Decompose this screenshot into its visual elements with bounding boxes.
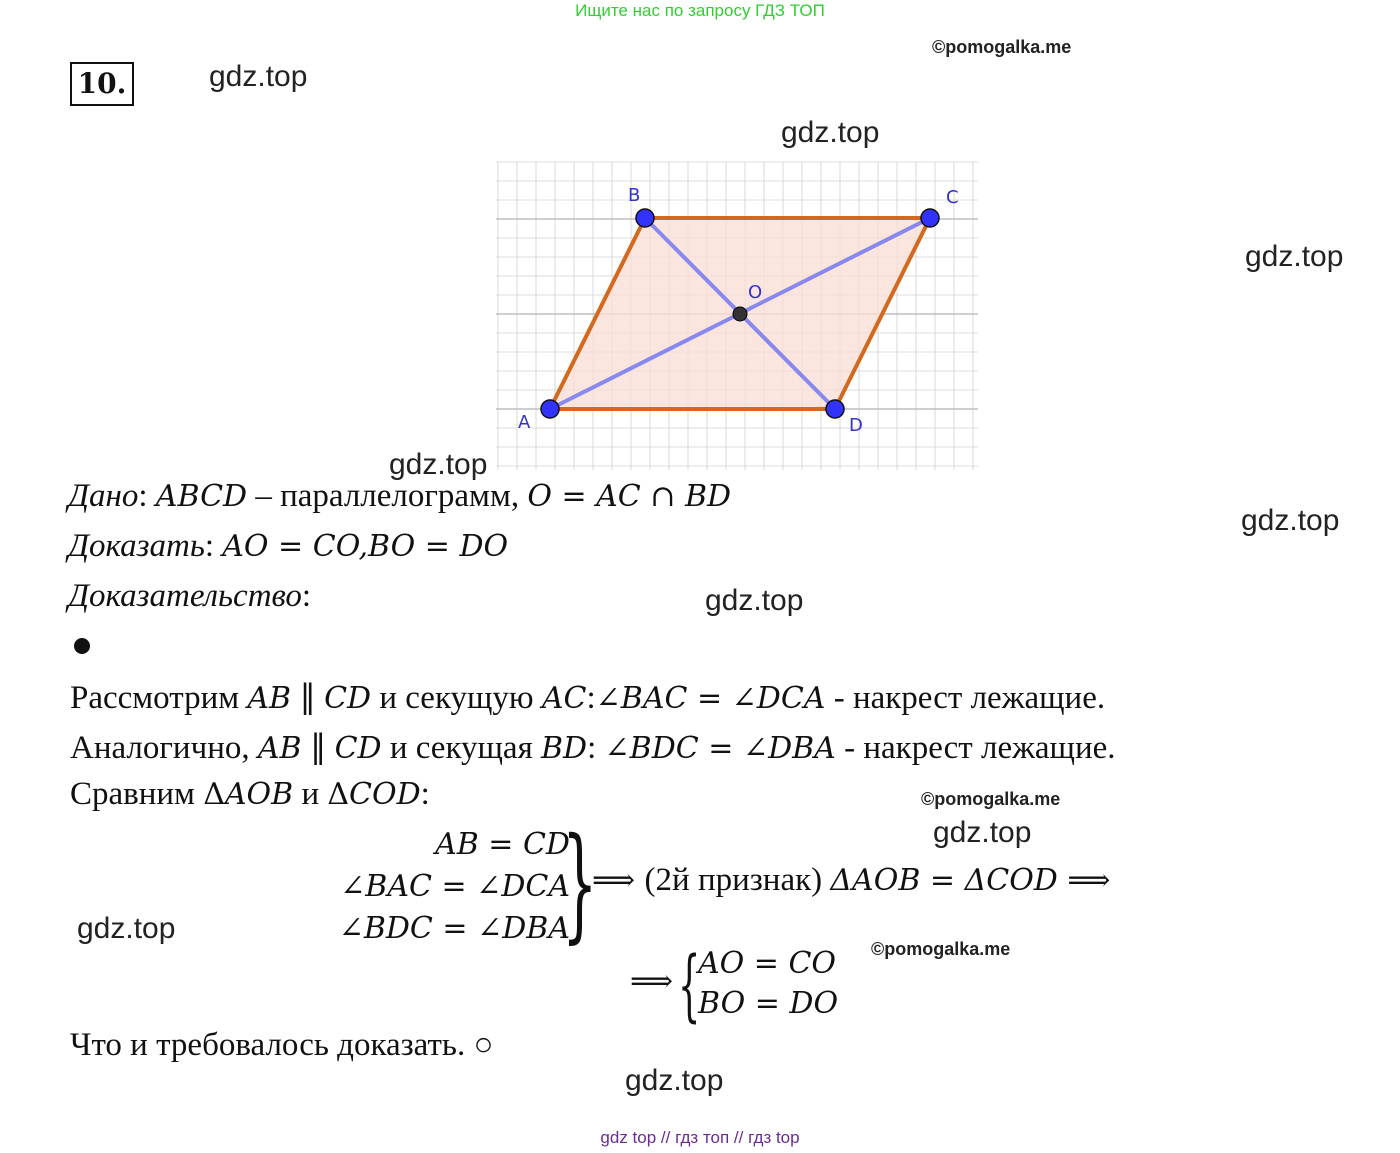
math: ∠BDC = ∠DBA (604, 731, 836, 766)
text: ∥ (301, 730, 335, 766)
copyright-mark: ©pomogalka.me (921, 789, 1061, 809)
implies-arrow: ⟹ (1057, 863, 1111, 898)
system-row: ∠BAC = ∠DCA (340, 869, 570, 904)
proof-label: Доказательство (68, 578, 302, 614)
implies-arrow: ⟹ (630, 964, 674, 999)
top-banner: Ищите нас по запросу ГДЗ ТОП (575, 1, 825, 20)
text: ∥ (291, 680, 325, 716)
watermark: gdz.top (389, 448, 488, 481)
colon: : (204, 528, 215, 564)
math-given: O = AC ∩ BD (527, 479, 732, 514)
text: : (586, 680, 596, 716)
copyright-mark: ©pomogalka.me (871, 939, 1011, 959)
proof-heading (68, 578, 311, 615)
system-row: ∠BDC = ∠DBA (338, 911, 570, 946)
text: : (420, 776, 430, 812)
math: AOB (224, 777, 294, 812)
center-o (733, 307, 747, 321)
math: ∠BAC = ∠DCA (595, 681, 826, 716)
text: (2й признак) (644, 862, 831, 898)
math: ΔAOB = ΔCOD (830, 863, 1058, 898)
math: BD (541, 731, 588, 766)
math: AC (541, 681, 587, 716)
math: Δ (203, 777, 225, 812)
text: Рассмотрим (70, 680, 248, 716)
watermark: gdz.top (705, 584, 804, 617)
text: и секущая (381, 730, 542, 766)
label-a: A (518, 412, 531, 433)
conclusion-row: BO = DO (698, 986, 839, 1021)
math: AB (247, 681, 292, 716)
watermark: gdz.top (625, 1064, 724, 1097)
parallelogram-figure (496, 160, 978, 472)
watermark: gdz.top (77, 912, 176, 945)
implies-arrow: ⟹ (592, 863, 645, 898)
math: AB (257, 731, 302, 766)
footer-links[interactable]: gdz top // гдз топ // гдз top (600, 1128, 800, 1147)
watermark: gdz.top (781, 116, 880, 149)
text: и секущую (371, 680, 542, 716)
task-number: 10. (70, 62, 134, 106)
given-text: – параллелограмм, (247, 478, 528, 514)
system-row: AB = CD (435, 827, 570, 862)
text: и (293, 776, 328, 812)
math: Δ (327, 777, 350, 812)
implication-line (592, 862, 1110, 899)
given-label: Дано (68, 478, 139, 514)
label-c: C (946, 187, 959, 208)
math: COD (349, 777, 421, 812)
text: - накрест лежащие. (835, 730, 1116, 766)
math: CD (324, 681, 372, 716)
given-line (68, 478, 731, 515)
watermark: gdz.top (1245, 240, 1344, 273)
math-figure-name: ABCD (155, 479, 248, 514)
left-brace: { (678, 941, 701, 1031)
conclusion-row: AO = CO (698, 946, 837, 981)
text: : (587, 730, 605, 766)
text: - накрест лежащие. (825, 680, 1106, 716)
proof-line-3 (70, 776, 430, 813)
watermark: gdz.top (1241, 504, 1340, 537)
vertex-a (541, 400, 559, 418)
proof-line-1 (70, 677, 1105, 717)
bullet-point (74, 638, 90, 654)
vertex-d (826, 400, 844, 418)
equality-system (300, 824, 570, 950)
right-brace: } (562, 812, 598, 956)
math: CD (334, 731, 382, 766)
watermark: gdz.top (209, 60, 308, 93)
colon: : (301, 578, 312, 614)
label-o: O (748, 282, 763, 303)
text: Аналогично, (70, 730, 258, 766)
colon: : (138, 478, 148, 514)
prove-line (68, 528, 508, 565)
qed-line: Что и требовалось доказать. ○ (70, 1027, 494, 1063)
watermark: gdz.top (933, 816, 1032, 849)
prove-label: Доказать (68, 528, 205, 564)
label-d: D (849, 415, 863, 436)
label-b: B (628, 185, 641, 206)
vertex-c (921, 209, 939, 227)
proof-line-2 (70, 727, 1116, 767)
text: Сравним (70, 776, 204, 812)
vertex-b (636, 209, 654, 227)
math-prove: AO = CO,BO = DO (222, 529, 509, 564)
copyright-mark: ©pomogalka.me (932, 37, 1072, 57)
conclusion-system (698, 944, 838, 1024)
